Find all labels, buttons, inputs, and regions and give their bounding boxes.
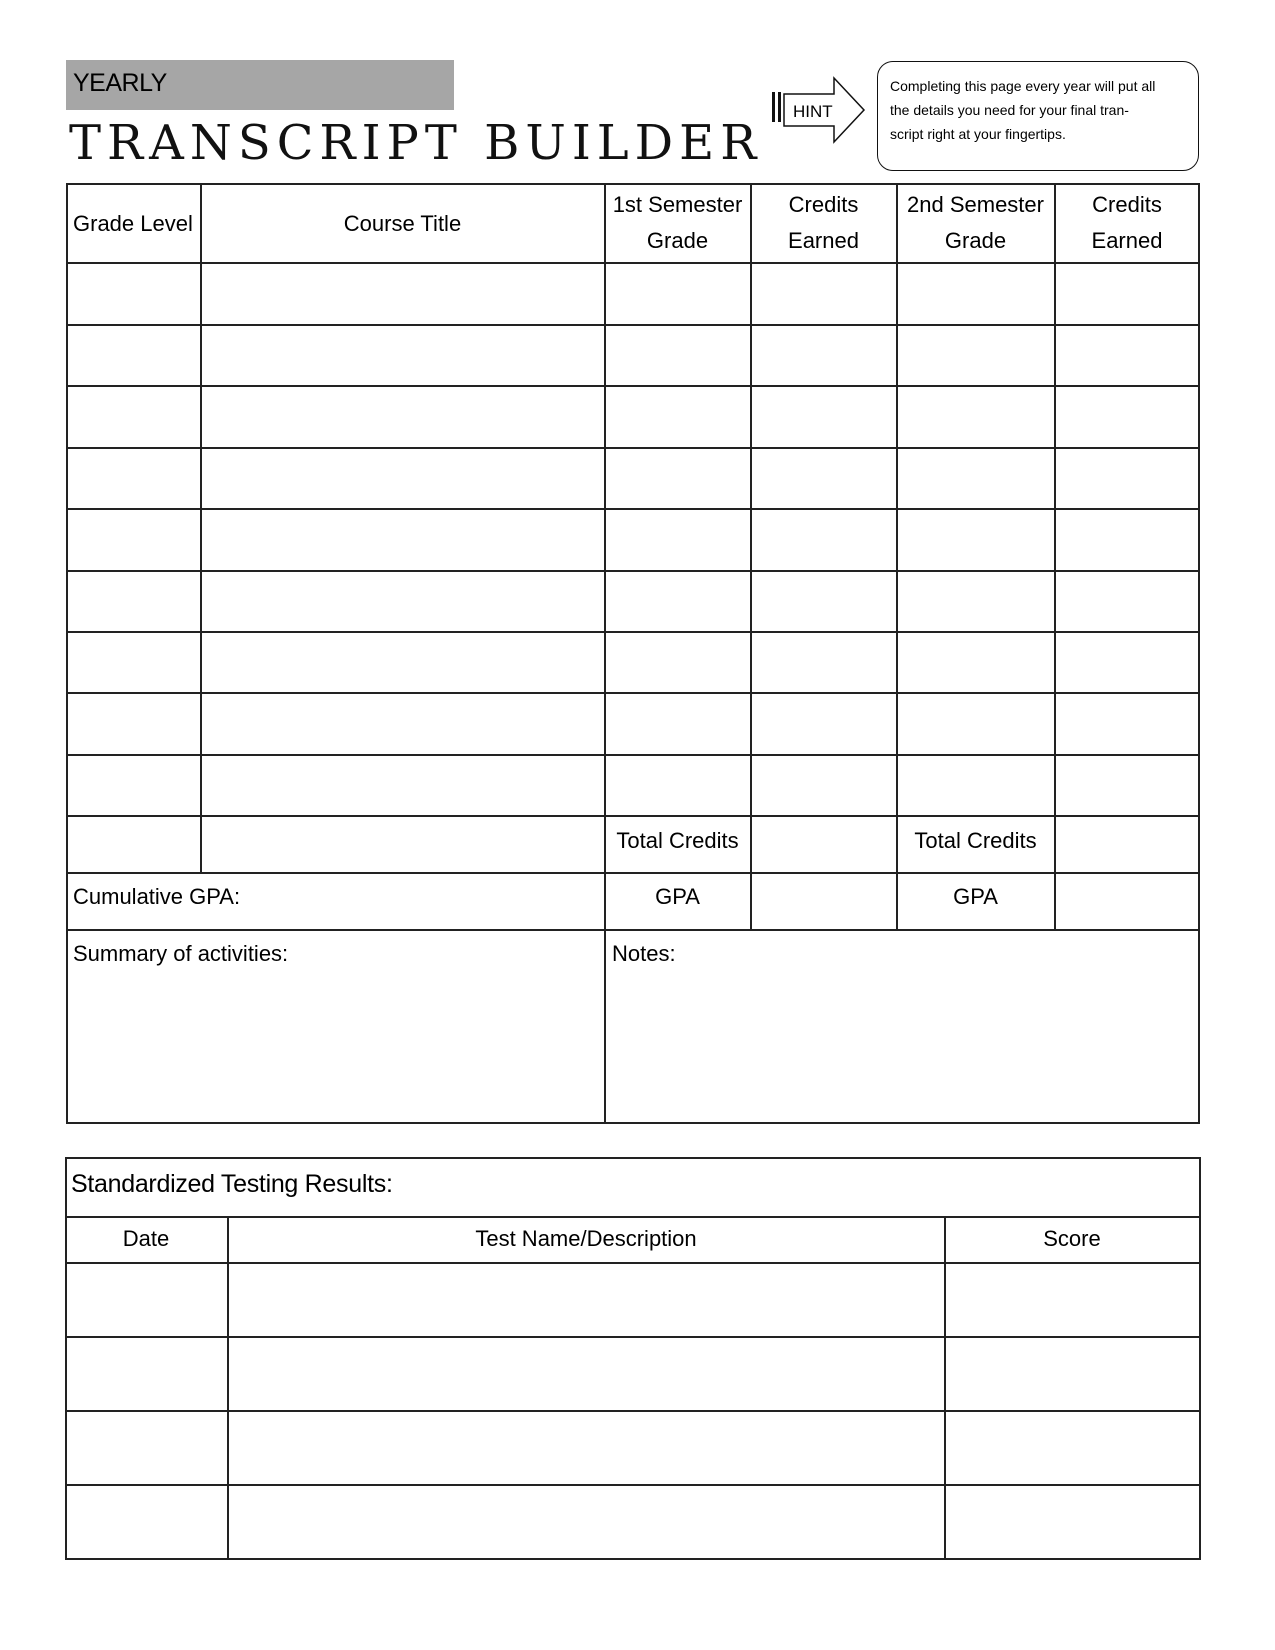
- gpa-sem2-label: GPA: [953, 884, 998, 909]
- yearly-band: [66, 60, 454, 110]
- hint-text-line: script right at your fingertips.: [890, 126, 1066, 142]
- notes-label: Notes:: [612, 941, 676, 966]
- header-line: Grade: [944, 228, 1007, 253]
- column-header-sem2-grade: [897, 187, 1054, 259]
- header-line: Earned: [1091, 228, 1163, 253]
- standardized-testing-table: [65, 1157, 1201, 1560]
- column-header-sem2-credits: [1055, 187, 1199, 259]
- header-line: Earned: [788, 228, 859, 253]
- summary-of-activities-label: Summary of activities:: [73, 941, 289, 966]
- cumulative-gpa-label: Cumulative GPA:: [73, 884, 241, 909]
- gpa-sem1-label: GPA: [655, 884, 700, 909]
- header-line: 1st Semester: [612, 192, 743, 217]
- hint-text-line: Completing this page every year will put all: [890, 78, 1156, 94]
- column-header-sem1-grade: [605, 187, 750, 259]
- header-line: Grade: [646, 228, 709, 253]
- column-header-grade-level: Grade Level: [73, 211, 193, 236]
- hint-callout: [877, 61, 1199, 171]
- courses-table: [66, 183, 1200, 1124]
- total-credits-sem2-label: Total Credits: [914, 828, 1037, 853]
- header-line: Credits: [1092, 192, 1162, 217]
- column-header-sem1-credits: [751, 187, 896, 259]
- yearly-label: YEARLY: [73, 69, 167, 97]
- column-header-test-name: Test Name/Description: [475, 1226, 697, 1251]
- hint-text-line: the details you need for your final tran-: [890, 102, 1129, 118]
- header-line: Credits: [788, 192, 859, 217]
- header-line: 2nd Semester: [907, 192, 1044, 217]
- total-credits-sem1-label: Total Credits: [616, 828, 739, 853]
- testing-title: Standardized Testing Results:: [71, 1170, 393, 1198]
- column-header-date: Date: [122, 1226, 170, 1251]
- hint-label: HINT: [793, 102, 833, 121]
- column-header-score: Score: [1043, 1226, 1101, 1251]
- column-header-course-title: Course Title: [343, 211, 462, 236]
- page-title: TRANSCRIPT BUILDER: [69, 115, 763, 171]
